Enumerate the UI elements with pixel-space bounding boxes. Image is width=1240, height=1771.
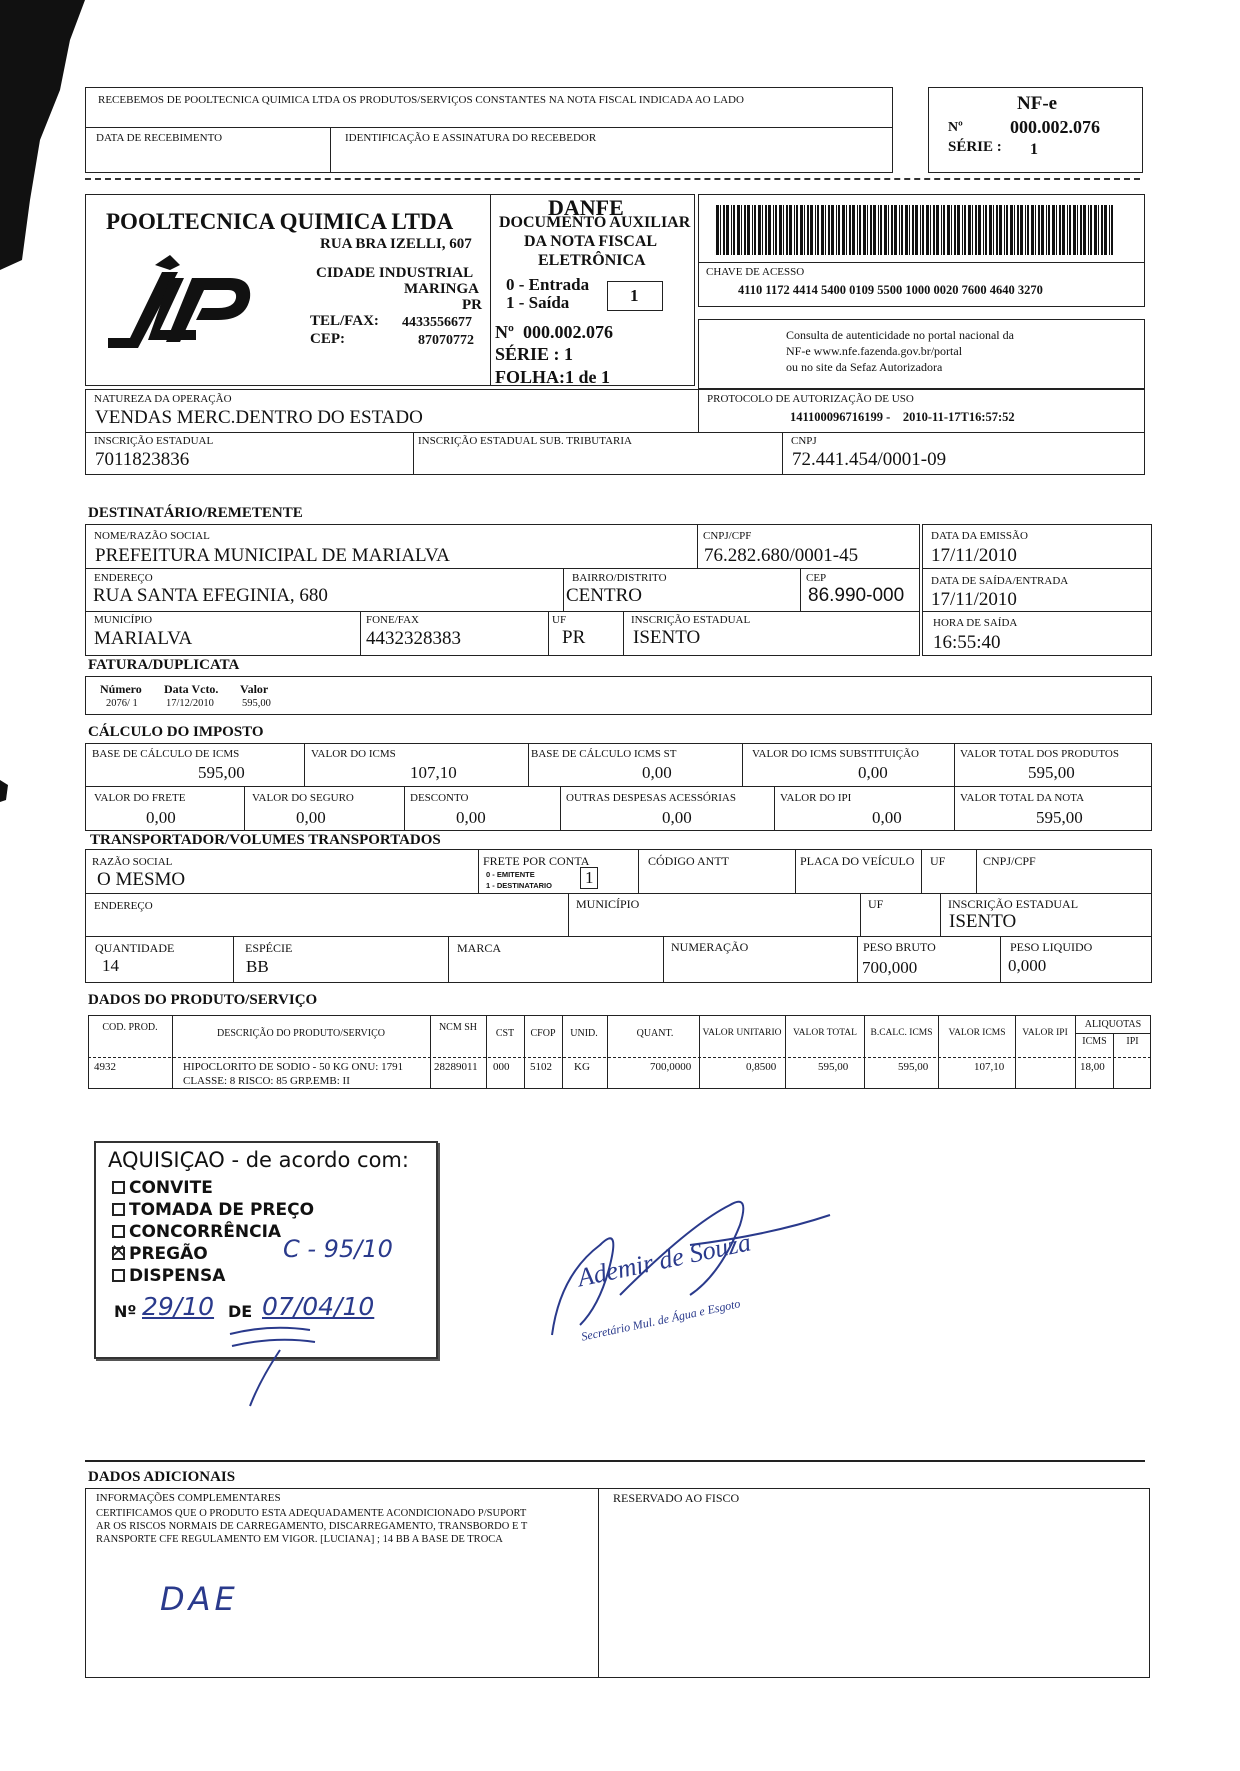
stamp-de-label: DE <box>228 1302 253 1321</box>
barcode-bar <box>1094 205 1097 255</box>
issuer-ie-value: 7011823836 <box>95 449 190 470</box>
col-cst: CST <box>495 1028 515 1039</box>
barcode-bar <box>941 205 942 255</box>
col-cfop: CFOP <box>530 1028 556 1039</box>
recipient-section: DESTINATÁRIO/REMETENTE <box>88 505 303 521</box>
barcode-bar <box>891 205 893 255</box>
row-desc-2: CLASSE: 8 RISCO: 85 GRP.EMB: II <box>183 1075 350 1087</box>
barcode-bar <box>894 205 897 255</box>
issuer-state: PR <box>462 297 482 313</box>
barcode-bar <box>825 205 826 255</box>
barcode-bar <box>859 205 861 255</box>
tax-section: CÁLCULO DO IMPOSTO <box>88 724 264 740</box>
barcode-bar <box>888 205 889 255</box>
barcode-bar <box>863 205 866 255</box>
row-quantity: 700,0000 <box>650 1061 692 1073</box>
insurance-value: 0,00 <box>296 808 326 827</box>
info-line-1: CERTIFICAMOS QUE O PRODUTO ESTA ADEQUADAMENTE ACONDICIONADO P/SUPORT <box>96 1508 527 1519</box>
species-value: BB <box>246 957 269 976</box>
receipt-date-label: DATA DE RECEBIMENTO <box>96 132 223 144</box>
barcode-bar <box>1004 205 1005 255</box>
plate-label: PLACA DO VEÍCULO <box>800 854 915 868</box>
stamp-scribble <box>220 1320 330 1410</box>
carrier-ie-value: ISENTO <box>949 911 1017 932</box>
nfe-title: NF-e <box>1017 93 1058 114</box>
recipient-cep-value: 86.990-000 <box>808 585 905 606</box>
icms-st-value: 0,00 <box>858 763 888 782</box>
row-rate-icms: 18,00 <box>1080 1061 1105 1073</box>
danfe-subtitle-1: DOCUMENTO AUXILIAR <box>499 214 691 231</box>
barcode-bar <box>1017 205 1019 255</box>
barcode-bar <box>993 205 994 255</box>
other-expenses-label: OUTRAS DESPESAS ACESSÓRIAS <box>566 792 736 804</box>
recipient-cnpj-value: 76.282.680/0001-45 <box>704 545 859 566</box>
recipient-name-value: PREFEITURA MUNICIPAL DE MARIALVA <box>95 545 450 566</box>
barcode-bar <box>821 205 824 255</box>
barcode-bar <box>1098 205 1099 255</box>
invoice-value: 595,00 <box>242 698 271 709</box>
gross-weight-value: 700,000 <box>862 958 918 977</box>
receipt-text: RECEBEMOS DE POOLTECNICA QUIMICA LTDA OS PRODUTOS/SERVIÇOS CONSTANTES NA NOTA FISCAL INDICADA AO LADO <box>98 94 744 106</box>
barcode-bar <box>1010 205 1013 255</box>
barcode-bar <box>962 205 963 255</box>
col-unit-value: VALOR UNITARIO <box>702 1028 782 1038</box>
barcode-bar <box>1027 205 1029 255</box>
col-bcalc: B.CALC. ICMS <box>870 1028 933 1038</box>
icms-label: VALOR DO ICMS <box>311 748 396 760</box>
barcode-bar <box>1038 205 1040 255</box>
antt-label: CÓDIGO ANTT <box>648 854 729 868</box>
base-icms-label: BASE DE CÁLCULO DE ICMS <box>92 748 240 760</box>
nfe-no-value: 000.002.076 <box>1010 117 1100 137</box>
total-invoice-label: VALOR TOTAL DA NOTA <box>960 792 1085 804</box>
danfe-number: Nº 000.002.076 <box>495 322 613 342</box>
freight-opt-1: 1 - DESTINATARIO <box>486 881 552 890</box>
barcode-bar <box>846 205 847 255</box>
nfe-serie-value: 1 <box>1030 141 1038 158</box>
exit-hour-label: HORA DE SAÍDA <box>933 617 1018 629</box>
barcode-bar <box>899 205 900 255</box>
quantity-label: QUANTIDADE <box>95 941 175 955</box>
barcode-bar <box>726 205 729 255</box>
discount-value: 0,00 <box>456 808 486 827</box>
barcode-bar <box>836 205 837 255</box>
stamp-option-1-label: CONVITE <box>129 1178 213 1198</box>
barcode-bar <box>922 205 924 255</box>
barcode-bar <box>873 205 876 255</box>
barcode-bar <box>849 205 851 255</box>
barcode-bar <box>789 205 792 255</box>
row-cfop: 5102 <box>530 1061 552 1073</box>
barcode-bar <box>1073 205 1076 255</box>
barcode-bar <box>828 205 830 255</box>
barcode-bar <box>975 205 977 255</box>
additional-section: DADOS ADICIONAIS <box>88 1469 236 1485</box>
scan-shadow <box>0 0 90 1771</box>
stamp-option-3 <box>112 1222 281 1242</box>
row-unit-value: 0,8500 <box>746 1061 777 1073</box>
access-key-value: 4110 1172 4414 5400 0109 5500 1000 0020 7600 4640 3270 <box>738 283 1043 297</box>
barcode-bar <box>989 205 992 255</box>
brand-label: MARCA <box>457 941 502 955</box>
company-logo <box>100 250 260 360</box>
consult-line-2: NF-e www.nfe.fazenda.gov.br/portal <box>786 344 963 358</box>
danfe-subtitle-2: DA NOTA FISCAL <box>524 233 658 250</box>
barcode-bar <box>1101 205 1103 255</box>
barcode-bar <box>1088 205 1089 255</box>
barcode-bar <box>765 205 767 255</box>
access-key-label: CHAVE DE ACESSO <box>706 266 805 278</box>
freight-opt-0: 0 - EMITENTE <box>486 870 535 879</box>
barcode-bar <box>815 205 816 255</box>
barcode <box>716 205 1114 255</box>
total-products-label: VALOR TOTAL DOS PRODUTOS <box>960 748 1119 760</box>
recipient-ie-value: ISENTO <box>633 627 701 648</box>
col-icms: VALOR ICMS <box>948 1028 1006 1038</box>
col-rates: ALIQUOTAS <box>1084 1019 1142 1030</box>
gross-weight-label: PESO BRUTO <box>863 940 936 954</box>
barcode-bar <box>852 205 855 255</box>
info-label: INFORMAÇÕES COMPLEMENTARES <box>96 1492 281 1504</box>
barcode-bar <box>996 205 998 255</box>
ipi-value: 0,00 <box>872 808 902 827</box>
nature-label: NATUREZA DA OPERAÇÃO <box>94 393 232 405</box>
barcode-bar <box>794 205 795 255</box>
other-expenses-value: 0,00 <box>662 808 692 827</box>
stamp-option-5-label: DISPENSA <box>129 1266 226 1286</box>
base-st-value: 0,00 <box>642 763 672 782</box>
row-ncm: 28289011 <box>434 1061 478 1073</box>
carrier-ie-label: INSCRIÇÃO ESTADUAL <box>948 897 1079 911</box>
barcode-bar <box>762 205 763 255</box>
barcode-bar <box>1059 205 1061 255</box>
issuer-ie-st-label: INSCRIÇÃO ESTADUAL SUB. TRIBUTARIA <box>418 435 632 447</box>
row-code: 4932 <box>94 1061 116 1073</box>
carrier-city-label: MUNICÍPIO <box>576 897 640 911</box>
freight-value: 0,00 <box>146 808 176 827</box>
barcode-bar <box>1080 205 1082 255</box>
insurance-label: VALOR DO SEGURO <box>252 792 354 804</box>
barcode-bar <box>1014 205 1015 255</box>
stamp-option-5 <box>112 1266 225 1286</box>
barcode-bar <box>1031 205 1034 255</box>
barcode-bar <box>842 205 845 255</box>
ipi-label: VALOR DO IPI <box>780 792 852 804</box>
barcode-bar <box>716 205 719 255</box>
barcode-bar <box>1025 205 1026 255</box>
recipient-uf-label: UF <box>552 614 567 626</box>
barcode-bar <box>754 205 756 255</box>
col-ncm: NCM SH <box>438 1022 478 1033</box>
recipient-district-label: BAIRRO/DISTRITO <box>572 572 667 584</box>
barcode-bar <box>933 205 935 255</box>
stamp-option-2-label: TOMADA DE PREÇO <box>129 1200 315 1220</box>
issuer-cep-label: CEP: <box>310 331 345 347</box>
issuer-tel-value: 4433556677 <box>402 315 472 330</box>
protocol-label: PROTOCOLO DE AUTORIZAÇÃO DE USO <box>707 393 914 405</box>
carrier-address-label: ENDEREÇO <box>94 900 153 912</box>
barcode-bar <box>747 205 750 255</box>
barcode-bar <box>720 205 721 255</box>
net-weight-label: PESO LIQUIDO <box>1010 940 1093 954</box>
barcode-bar <box>796 205 798 255</box>
barcode-bar <box>1067 205 1068 255</box>
recipient-phone-value: 4432328383 <box>366 628 461 649</box>
issuer-cep-value: 87070772 <box>418 333 474 348</box>
issuer-name: POOLTECNICA QUIMICA LTDA <box>106 209 454 234</box>
barcode-bar <box>752 205 753 255</box>
col-rate-icms: ICMS <box>1082 1036 1107 1047</box>
carrier-name-value: O MESMO <box>97 869 186 890</box>
barcode-bar <box>968 205 971 255</box>
stamp-option-3-label: CONCORRÊNCIA <box>129 1222 282 1242</box>
barcode-bar <box>878 205 879 255</box>
barcode-bar <box>964 205 966 255</box>
barcode-bar <box>884 205 887 255</box>
barcode-bar <box>817 205 819 255</box>
barcode-bar <box>972 205 973 255</box>
col-description: DESCRIÇÃO DO PRODUTO/SERVIÇO <box>217 1028 385 1039</box>
stamp-no-value: 29/10 <box>142 1292 215 1321</box>
numbering-label: NUMERAÇÃO <box>671 940 749 954</box>
barcode-bar <box>1090 205 1092 255</box>
recipient-cep-label: CEP <box>806 572 827 584</box>
stamp-option-2 <box>112 1200 314 1220</box>
barcode-bar <box>838 205 840 255</box>
signature-name: Ademir de Souza <box>575 1227 754 1293</box>
barcode-bar <box>804 205 805 255</box>
recipient-ie-label: INSCRIÇÃO ESTADUAL <box>631 614 751 626</box>
fisco-label: RESERVADO AO FISCO <box>613 1491 740 1505</box>
row-desc-1: HIPOCLORITO DE SODIO - 50 KG ONU: 1791 <box>183 1061 404 1073</box>
barcode-bar <box>870 205 872 255</box>
carrier-cnpj-label: CNPJ/CPF <box>983 854 1036 868</box>
barcode-bar <box>905 205 908 255</box>
barcode-bar <box>768 205 771 255</box>
recipient-cnpj-label: CNPJ/CPF <box>703 530 752 542</box>
stamp-no-label: Nº <box>114 1302 137 1321</box>
col-ipi: VALOR IPI <box>1022 1028 1068 1038</box>
barcode-bar <box>901 205 903 255</box>
quantity-value: 14 <box>102 956 119 975</box>
row-bcalc: 595,00 <box>898 1061 929 1073</box>
nfe-serie-label: SÉRIE : <box>948 139 1002 155</box>
barcode-bar <box>985 205 987 255</box>
barcode-bar <box>943 205 945 255</box>
total-invoice-value: 595,00 <box>1036 808 1083 827</box>
barcode-bar <box>999 205 1002 255</box>
cut-line <box>85 178 1140 180</box>
barcode-bar <box>1046 205 1047 255</box>
barcode-bar <box>733 205 735 255</box>
barcode-bar <box>1048 205 1050 255</box>
danfe-folha: FOLHA:1 de 1 <box>495 367 610 387</box>
consult-line-1: Consulta de autenticidade no portal nacional da <box>786 328 1014 342</box>
emission-date-value: 17/11/2010 <box>931 545 1017 566</box>
exit-date-label: DATA DE SAÍDA/ENTRADA <box>931 575 1069 587</box>
base-icms-value: 595,00 <box>198 763 245 782</box>
invoice-due: 17/12/2010 <box>166 698 214 709</box>
row-unit: KG <box>574 1061 590 1073</box>
barcode-bar <box>1035 205 1036 255</box>
barcode-bar <box>1104 205 1107 255</box>
recipient-address-value: RUA SANTA EFEGINIA, 680 <box>93 585 328 606</box>
barcode-bar <box>723 205 725 255</box>
barcode-bar <box>957 205 960 255</box>
danfe-subtitle-3: ELETRÔNICA <box>538 252 646 269</box>
barcode-bar <box>1077 205 1078 255</box>
freight-by-label: FRETE POR CONTA <box>483 854 590 868</box>
carrier-uf2-label: UF <box>868 897 884 911</box>
danfe-saida: 1 - Saída <box>506 293 570 312</box>
row-icms: 107,10 <box>974 1061 1005 1073</box>
issuer-district: CIDADE INDUSTRIAL <box>316 265 474 281</box>
barcode-bar <box>1069 205 1071 255</box>
barcode-bar <box>867 205 868 255</box>
stamp-option-4 <box>111 1241 208 1264</box>
carrier-name-label: RAZÃO SOCIAL <box>92 856 173 868</box>
recipient-phone-label: FONE/FAX <box>366 614 419 626</box>
species-label: ESPÉCIE <box>245 941 293 955</box>
barcode-bar <box>936 205 939 255</box>
barcode-bar <box>786 205 788 255</box>
invoice-h-value: Valor <box>240 682 269 696</box>
barcode-bar <box>831 205 834 255</box>
recipient-district-value: CENTRO <box>566 585 642 606</box>
exit-hour-value: 16:55:40 <box>933 632 1001 653</box>
issuer-cnpj-value: 72.441.454/0001-09 <box>792 449 947 470</box>
barcode-bar <box>758 205 761 255</box>
row-cst: 000 <box>493 1061 510 1073</box>
barcode-bar <box>810 205 813 255</box>
barcode-bar <box>800 205 803 255</box>
row-total: 595,00 <box>818 1061 849 1073</box>
exit-date-value: 17/11/2010 <box>931 589 1017 610</box>
signature-title: Secretário Mul. de Água e Esgoto <box>580 1296 742 1344</box>
col-quantity: QUANT. <box>636 1028 674 1039</box>
barcode-bar <box>954 205 956 255</box>
check-mark-icon: ✕ <box>111 1241 127 1262</box>
barcode-bar <box>951 205 952 255</box>
recipient-city-label: MUNICÍPIO <box>94 614 153 626</box>
barcode-bar <box>880 205 882 255</box>
invoice-h-number: Número <box>100 682 142 696</box>
barcode-bar <box>920 205 921 255</box>
danfe-type-value: 1 <box>630 286 639 305</box>
base-st-label: BASE DE CÁLCULO ICMS ST <box>531 748 677 760</box>
stamp-option-1 <box>112 1178 213 1198</box>
barcode-bar <box>1052 205 1055 255</box>
barcode-bar <box>779 205 782 255</box>
barcode-bar <box>947 205 950 255</box>
barcode-bar <box>807 205 809 255</box>
barcode-bar <box>1062 205 1065 255</box>
recipient-uf-value: PR <box>562 627 586 648</box>
barcode-bar <box>1056 205 1057 255</box>
col-rate-ipi: IPI <box>1126 1036 1139 1047</box>
invoice-h-due: Data Vcto. <box>164 682 219 696</box>
barcode-bar <box>912 205 914 255</box>
receipt-id-label: IDENTIFICAÇÃO E ASSINATURA DO RECEBEDOR <box>345 132 597 144</box>
barcode-bar <box>983 205 984 255</box>
net-weight-value: 0,000 <box>1008 956 1047 975</box>
issuer-cnpj-label: CNPJ <box>791 435 817 447</box>
issuer-ie-label: INSCRIÇÃO ESTADUAL <box>94 435 214 447</box>
barcode-bar <box>1020 205 1023 255</box>
emission-date-label: DATA DA EMISSÃO <box>931 530 1028 542</box>
barcode-bar <box>857 205 858 255</box>
transport-section: TRANSPORTADOR/VOLUMES TRANSPORTADOS <box>90 832 441 848</box>
stamp-option-4-label: PREGÃO <box>129 1244 208 1264</box>
stamp-title: AQUISIÇAO - de acordo com: <box>108 1148 409 1172</box>
col-unit: UNID. <box>570 1028 598 1039</box>
col-code: COD. PROD. <box>102 1022 158 1033</box>
recipient-name-label: NOME/RAZÃO SOCIAL <box>94 530 210 542</box>
barcode-bar <box>783 205 784 255</box>
danfe-title: DANFE <box>548 195 624 220</box>
barcode-bar <box>1006 205 1008 255</box>
icms-st-label: VALOR DO ICMS SUBSTITUIÇÃO <box>752 748 919 760</box>
barcode-bar <box>1111 205 1113 255</box>
barcode-bar <box>775 205 777 255</box>
danfe-serie: SÉRIE : 1 <box>495 344 574 364</box>
info-hand-note: DAE <box>160 1580 239 1618</box>
recipient-city-value: MARIALVA <box>94 628 193 649</box>
barcode-bar <box>1041 205 1044 255</box>
discount-label: DESCONTO <box>410 792 469 804</box>
stamp-date-value: 07/04/10 <box>262 1292 375 1321</box>
barcode-bar <box>744 205 746 255</box>
info-line-2: AR OS RISCOS NORMAIS DE CARREGAMENTO, DISCARREGAMENTO, TRANSBORDO E T <box>96 1521 528 1532</box>
col-total: VALOR TOTAL <box>793 1028 857 1038</box>
barcode-bar <box>741 205 742 255</box>
carrier-uf-label: UF <box>930 854 946 868</box>
barcode-bar <box>1083 205 1086 255</box>
barcode-bar <box>773 205 774 255</box>
invoice-number: 2076/ 1 <box>106 698 138 709</box>
barcode-bar <box>1109 205 1110 255</box>
icms-value: 107,10 <box>410 763 457 782</box>
issuer-city: MARINGA <box>404 281 479 297</box>
barcode-bar <box>978 205 981 255</box>
issuer-tel-label: TEL/FAX: <box>310 313 379 329</box>
nature-value: VENDAS MERC.DENTRO DO ESTADO <box>95 407 423 428</box>
info-line-3: RANSPORTE CFE REGULAMENTO EM VIGOR. [LUCIANA] ; 14 BB A BASE DE TROCA <box>96 1534 503 1545</box>
invoice-section: FATURA/DUPLICATA <box>88 657 240 673</box>
barcode-bar <box>737 205 740 255</box>
barcode-bar <box>731 205 732 255</box>
barcode-bar <box>930 205 931 255</box>
consult-line-3: ou no site da Sefaz Autorizadora <box>786 360 943 374</box>
nfe-no-label: Nº <box>948 120 963 135</box>
protocol-value: 141100096716199 - 2010-11-17T16:57:52 <box>790 410 1015 424</box>
issuer-address: RUA BRA IZELLI, 607 <box>320 236 472 252</box>
total-products-value: 595,00 <box>1028 763 1075 782</box>
recipient-address-label: ENDEREÇO <box>94 572 153 584</box>
stamp-hand-code: C - 95/10 <box>283 1235 393 1263</box>
barcode-bar <box>915 205 918 255</box>
freight-label: VALOR DO FRETE <box>94 792 186 804</box>
barcode-bar <box>909 205 910 255</box>
freight-value: 1 <box>585 868 594 887</box>
barcode-bar <box>926 205 929 255</box>
danfe-entrada: 0 - Entrada <box>506 275 590 294</box>
products-section: DADOS DO PRODUTO/SERVIÇO <box>88 992 318 1008</box>
